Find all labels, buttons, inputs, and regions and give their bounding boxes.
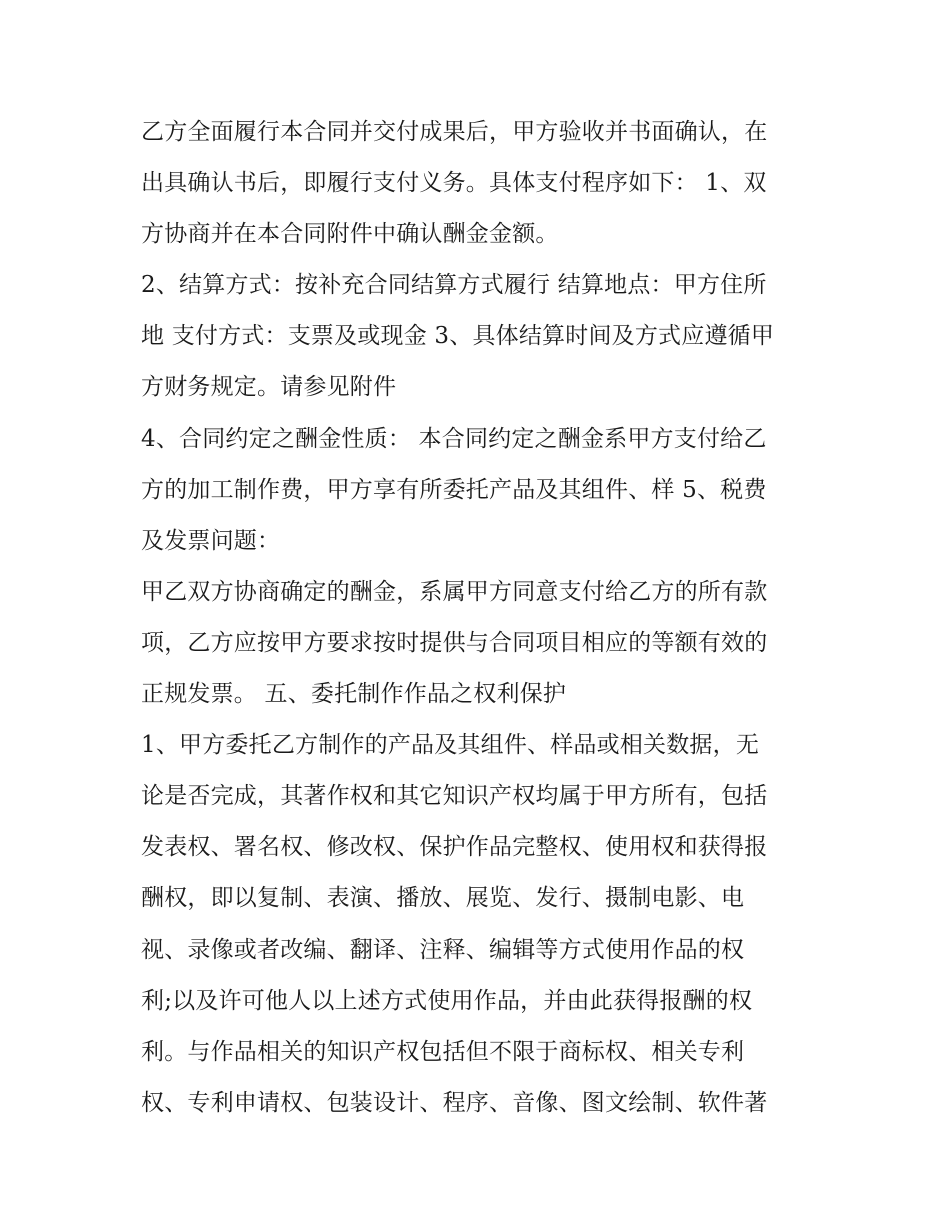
text-line: 酬权，即以复制、表演、播放、展览、发行、摄制电影、电 <box>141 885 745 912</box>
text-line: 发表权、署名权、修改权、保护作品完整权、使用权和获得报 <box>141 834 768 861</box>
text-line: 1、甲方委托乙方制作的产品及其组件、样品或相关数据，无 <box>141 732 760 759</box>
text-line: 视、录像或者改编、翻译、注释、编辑等方式使用作品的权 <box>141 936 745 963</box>
text-line: 甲乙双方协商确定的酬金，系属甲方同意支付给乙方的所有款 <box>141 578 768 605</box>
text-line: 权、专利申请权、包装设计、程序、音像、图文绘制、软件著 <box>141 1089 768 1116</box>
text-line: 4、合同约定之酬金性质： 本合同约定之酬金系甲方支付给乙 <box>141 425 767 452</box>
text-line: 及发票问题： <box>141 527 281 554</box>
text-line: 乙方全面履行本合同并交付成果后，甲方验收并书面确认，在 <box>141 119 768 145</box>
text-line: 方财务规定。请参见附件 <box>141 374 397 401</box>
text-line: 方协商并在本合同附件中确认酬金金额。 <box>141 221 559 248</box>
text-line: 利。与作品相关的知识产权包括但不限于商标权、相关专利 <box>141 1038 745 1065</box>
text-line: 2、结算方式：按补充合同结算方式履行 结算地点：甲方住所 <box>141 272 767 299</box>
text-line: 正规发票。 五、委托制作作品之权利保护 <box>141 681 567 708</box>
text-line: 论是否完成，其著作权和其它知识产权均属于甲方所有，包括 <box>141 783 768 810</box>
text-line: 项，乙方应按甲方要求按时提供与合同项目相应的等额有效的 <box>141 629 768 656</box>
text-line: 方的加工制作费，甲方享有所委托产品及其组件、样 5、税费 <box>141 476 767 503</box>
text-line: 出具确认书后，即履行支付义务。具体支付程序如下： 1、双 <box>141 170 767 197</box>
contract-body-text <box>141 107 821 1129</box>
text-line: 利;以及许可他人以上述方式使用作品，并由此获得报酬的权 <box>141 987 753 1014</box>
text-line: 地 支付方式：支票及或现金 3、具体结算时间及方式应遵循甲 <box>141 323 775 350</box>
